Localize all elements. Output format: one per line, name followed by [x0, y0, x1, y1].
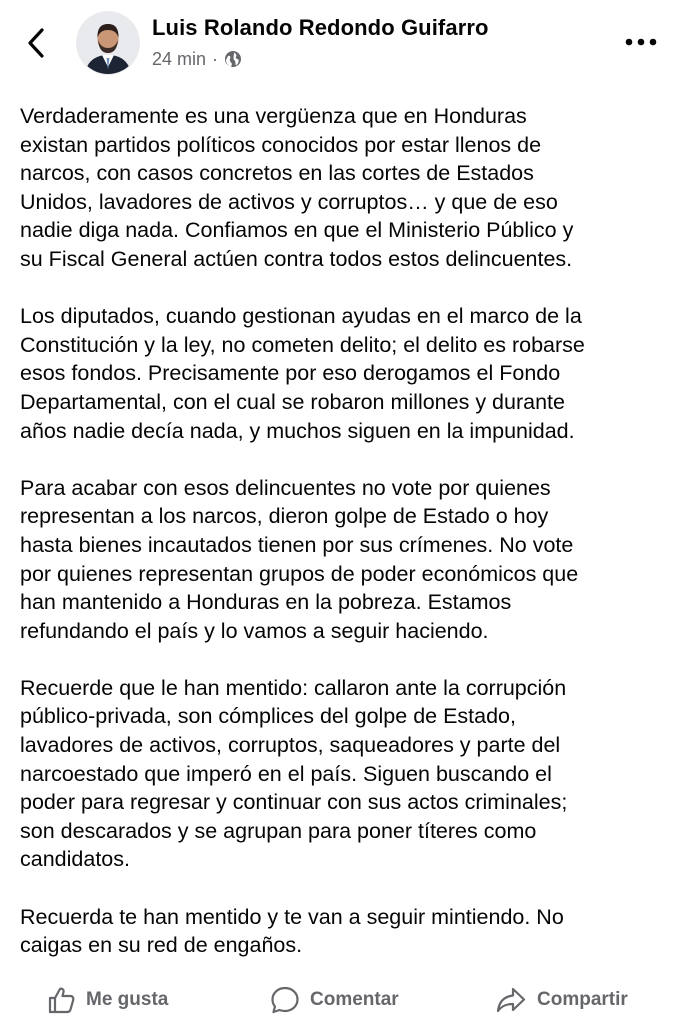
post-paragraph: Los diputados, cuando gestionan ayudas en el marco de la Constitución y la ley, no cometen delito; el delito es robarse esos fondos. Precisamente por eso derogamos el Fondo Departamental, con el cual se robaron millones y durante años nadie decía nada, y muchos siguen en la impunidad. [20, 304, 585, 443]
post-meta [152, 48, 242, 70]
more-horizontal-icon[interactable] [624, 35, 658, 49]
like-label: Me gusta [86, 989, 169, 1010]
post-paragraph: Verdaderamente es una vergüenza que en Honduras existan partidos políticos conocidos por estar llenos de narcos, con casos concretos en las cortes de Estados Unidos, lavadores de activos y corruptos… y que de eso nadie diga nada. Confiamos en que el Ministerio Público y su Fiscal General actúen contra todos estos delincuentes. [20, 104, 574, 271]
post-header [0, 0, 680, 90]
like-button[interactable] [46, 978, 168, 1022]
share-label: Compartir [537, 989, 628, 1010]
post-action-bar [0, 978, 680, 1024]
comment-bubble-icon [270, 985, 300, 1015]
comment-label: Comentar [310, 989, 399, 1010]
thumbs-up-icon [46, 985, 76, 1015]
avatar[interactable] [77, 12, 139, 74]
chevron-left-icon[interactable] [22, 24, 52, 62]
comment-button[interactable] [270, 978, 399, 1022]
share-button[interactable] [495, 978, 628, 1022]
share-arrow-icon [495, 985, 527, 1015]
meta-separator: · [212, 48, 219, 69]
author-name[interactable]: Luis Rolando Redondo Guifarro [152, 15, 489, 40]
globe-icon [224, 50, 242, 68]
avatar-photo [77, 12, 139, 74]
post-paragraph: Recuerda te han mentido y te van a seguir mintiendo. No caigas en su red de engaños. [20, 904, 564, 958]
post-body [20, 102, 670, 988]
post-time[interactable]: 24 min [152, 48, 207, 69]
post-paragraph: Para acabar con esos delincuentes no vote por quienes representan a los narcos, dieron golpe de Estado o hoy hasta bienes incautados tienen por sus crímenes. No vote por quienes representan grupos de poder económicos que han mantenido a Honduras en la pobreza. Estamos refundando el país y lo vamos a seguir haciendo. [20, 475, 579, 643]
post-paragraph: Recuerde que le han mentido: callaron ante la corrupción público-privada, son cómplices del golpe de Estado, lavadores de activos, corruptos, saqueadores y parte del narcoestado que imperó en el país. Siguen buscando el poder para regresar y continuar con sus actos criminales; son descarados y se agrupan para poner títeres como candidatos. [20, 675, 568, 872]
